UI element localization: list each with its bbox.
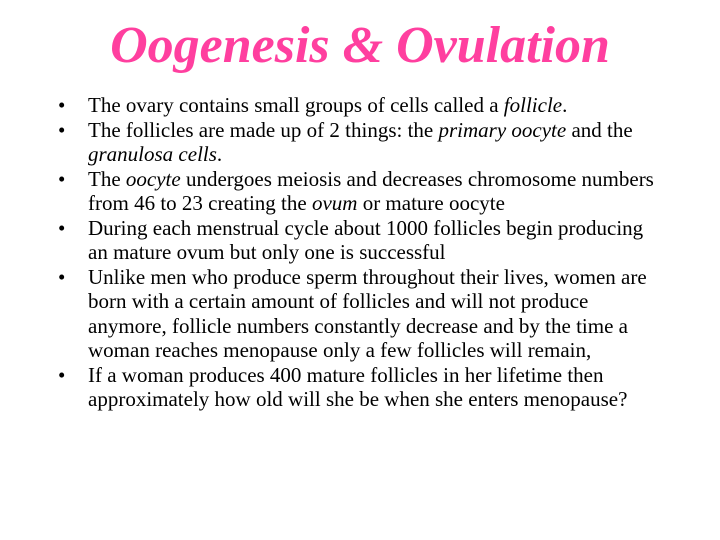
text-run: During each menstrual cycle about 1000 follicles begin producing an mature ovum but only one is successful bbox=[88, 215, 644, 264]
text-run: If a woman produces 400 mature follicles in her lifetime then approximately how old will she be when she enters menopause? bbox=[88, 362, 628, 411]
bullet-item bbox=[58, 363, 668, 412]
text-run: The ovary contains small groups of cells called a bbox=[88, 93, 504, 117]
bullet-marker: • bbox=[58, 215, 66, 240]
bullet-text bbox=[88, 265, 647, 363]
bullet-item bbox=[58, 167, 668, 216]
text-run: Unlike men who produce sperm throughout their lives, women are born with a certain amount of follicles and will not produce anymore, follicle numbers constantly decrease and by the time a woman reaches menopause only a few follicles will remain, bbox=[88, 264, 647, 362]
text-run: undergoes meiosis and decreases chromosome numbers from 46 to 23 creating the bbox=[88, 166, 654, 215]
text-run: and the bbox=[566, 117, 633, 142]
bullet-marker: • bbox=[58, 93, 66, 117]
bullet-text bbox=[88, 93, 567, 117]
italic-term: ovum bbox=[311, 191, 358, 215]
bullet-marker: • bbox=[58, 117, 66, 142]
text-run: . bbox=[562, 93, 568, 117]
italic-term: oocyte bbox=[125, 166, 181, 191]
bullet-marker: • bbox=[58, 166, 66, 191]
italic-term: primary oocyte bbox=[438, 117, 567, 142]
bullet-item bbox=[58, 93, 668, 118]
slide-title: Oogenesis & Ovulation bbox=[110, 17, 610, 74]
italic-term: follicle bbox=[503, 93, 563, 117]
text-run: The bbox=[88, 166, 126, 191]
bullet-text bbox=[88, 216, 643, 265]
bullet-marker: • bbox=[58, 362, 66, 387]
text-run: The follicles are made up of 2 things: the bbox=[88, 117, 439, 142]
bullet-text bbox=[88, 167, 654, 216]
bullet-item bbox=[58, 265, 668, 363]
bullet-marker: • bbox=[58, 264, 66, 289]
text-run: . bbox=[216, 142, 223, 166]
bullet-item bbox=[58, 216, 668, 265]
bullet-text bbox=[88, 118, 633, 167]
bullet-list bbox=[58, 93, 668, 412]
italic-term: granulosa cells bbox=[88, 142, 217, 166]
bullet-item bbox=[58, 118, 668, 167]
bullet-text bbox=[88, 363, 627, 412]
text-run: or mature oocyte bbox=[357, 191, 505, 215]
